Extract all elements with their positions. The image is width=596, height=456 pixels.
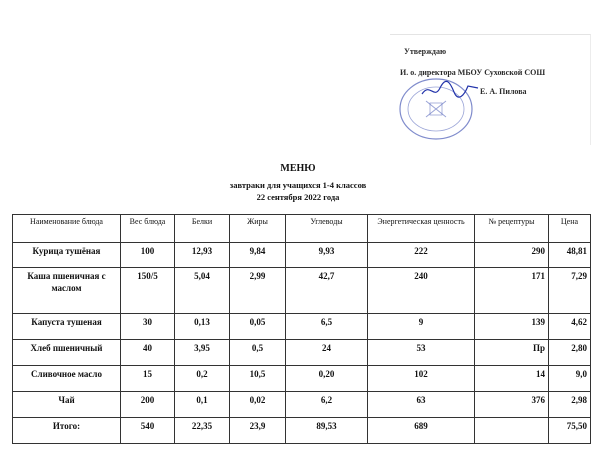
total-weight: 540 [121,418,175,444]
carbs-cell: 6,5 [286,314,368,340]
weight-cell: 150/5 [121,268,175,314]
table-row [13,243,591,268]
proteins-cell: 3,95 [175,340,230,366]
header-recipe-number: № рецептуры [475,215,549,243]
recipe-cell: 14 [475,366,549,392]
energy-cell: 53 [368,340,475,366]
total-fats: 23,9 [230,418,286,444]
recipe-cell: 139 [475,314,549,340]
price-cell: 7,29 [549,268,591,314]
recipe-cell: 290 [475,243,549,268]
header-proteins: Белки [175,215,230,243]
approver-position: И. о. директора МБОУ Суховской СОШ [400,68,546,77]
menu-heading: МЕНЮ [280,163,316,174]
weight-cell: 15 [121,366,175,392]
approver-name: Е. А. Пилова [480,87,527,96]
dish-name: Курица тушёная [13,243,121,268]
fats-cell: 0,05 [230,314,286,340]
header-dish-name: Наименование блюда [13,215,121,243]
header-energy: Энергетическая ценность [368,215,475,243]
proteins-cell: 0,1 [175,392,230,418]
fats-cell: 0,02 [230,392,286,418]
total-carbs: 89,53 [286,418,368,444]
proteins-cell: 12,93 [175,243,230,268]
recipe-cell: Пр [475,340,549,366]
dish-name: Капуста тушеная [13,314,121,340]
total-recipe [475,418,549,444]
table-row [13,366,591,392]
proteins-cell: 5,04 [175,268,230,314]
table-total-row [13,418,591,444]
energy-cell: 102 [368,366,475,392]
table-row [13,268,591,314]
energy-cell: 63 [368,392,475,418]
energy-cell: 222 [368,243,475,268]
weight-cell: 30 [121,314,175,340]
dish-name: Каша пшеничная с маслом [13,268,121,314]
carbs-cell: 24 [286,340,368,366]
table-row [13,340,591,366]
carbs-cell: 0,20 [286,366,368,392]
carbs-cell: 42,7 [286,268,368,314]
total-proteins: 22,35 [175,418,230,444]
header-weight: Вес блюда [121,215,175,243]
header-carbs: Углеводы [286,215,368,243]
recipe-cell: 376 [475,392,549,418]
fats-cell: 9,84 [230,243,286,268]
approve-word: Утверждаю [404,47,447,56]
signature [420,80,480,100]
carbs-cell: 9,93 [286,243,368,268]
price-cell: 48,81 [549,243,591,268]
menu-table [12,214,591,444]
total-energy: 689 [368,418,475,444]
menu-date: 22 сентября 2022 года [256,192,340,202]
price-cell: 9,0 [549,366,591,392]
price-cell: 2,80 [549,340,591,366]
price-cell: 2,98 [549,392,591,418]
total-label: Итого: [13,418,121,444]
dish-name: Хлеб пшеничный [13,340,121,366]
table-row [13,314,591,340]
fats-cell: 0,5 [230,340,286,366]
table-row [13,392,591,418]
table-header-row [13,215,591,243]
total-price: 75,50 [549,418,591,444]
proteins-cell: 0,13 [175,314,230,340]
price-cell: 4,62 [549,314,591,340]
menu-subtitle: завтраки для учащихся 1-4 классов [229,180,367,190]
proteins-cell: 0,2 [175,366,230,392]
fats-cell: 2,99 [230,268,286,314]
approval-block [390,34,591,145]
carbs-cell: 6,2 [286,392,368,418]
fats-cell: 10,5 [230,366,286,392]
recipe-cell: 171 [475,268,549,314]
weight-cell: 40 [121,340,175,366]
weight-cell: 100 [121,243,175,268]
dish-name: Чай [13,392,121,418]
weight-cell: 200 [121,392,175,418]
header-fats: Жиры [230,215,286,243]
energy-cell: 240 [368,268,475,314]
energy-cell: 9 [368,314,475,340]
dish-name: Сливочное масло [13,366,121,392]
header-price: Цена [549,215,591,243]
